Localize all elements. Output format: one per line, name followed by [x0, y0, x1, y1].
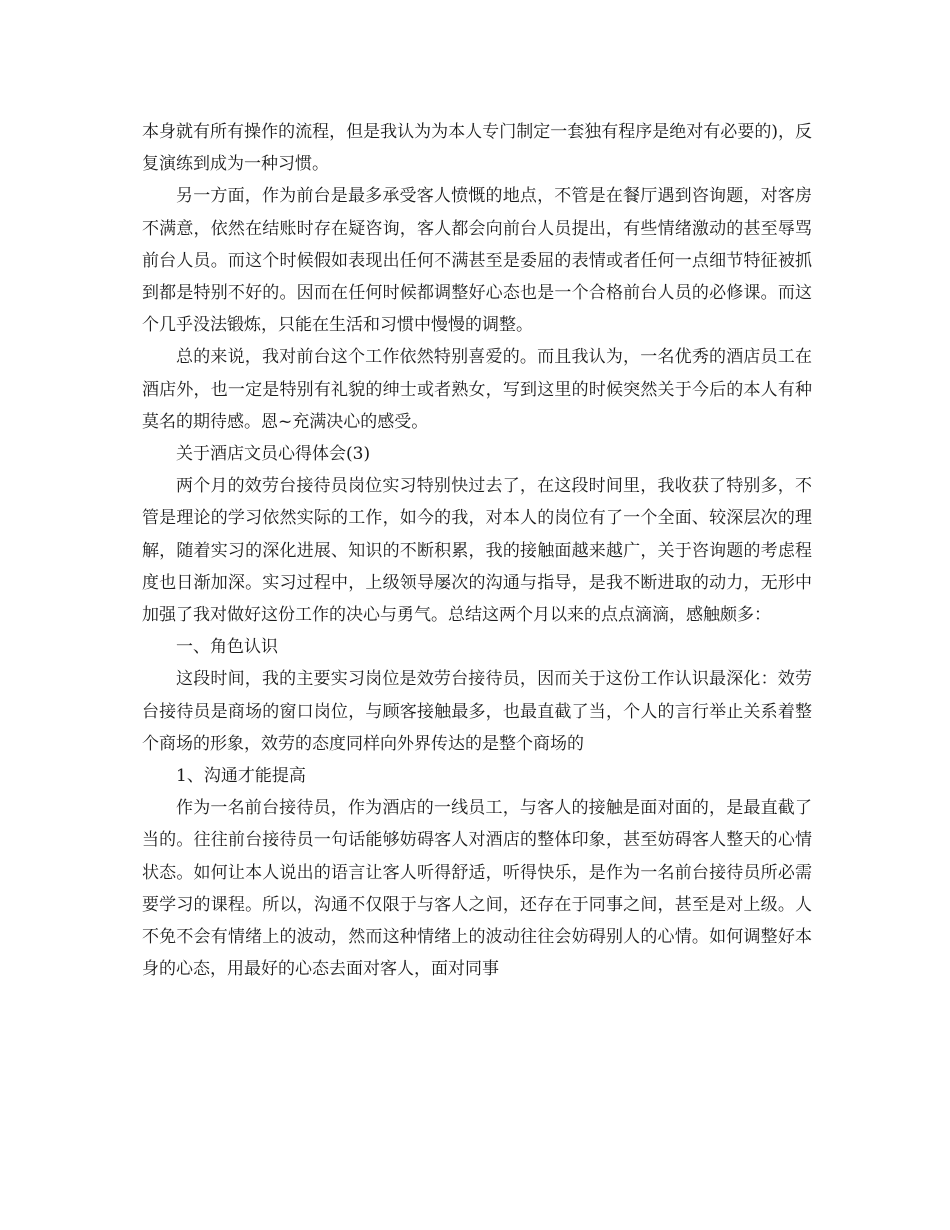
- document-body: [142, 116, 812, 985]
- paragraph-4: 两个月的效劳台接待员岗位实习特别快过去了，在这段时间里，我收获了特别多，不管是理论的学习依然实际的工作，如今的我，对本人的岗位有了一个全面、较深层次的理解，随着实习的深化进展、知识的不断积累，我的接触面越来越广，关于咨询题的考虑程度也日渐加深。实习过程中，上级领导屡次的沟通与指导，是我不断进取的动力，无形中加强了我对做好这份工作的决心与勇气。总结这两个月以来的点点滴滴，感触颇多：: [142, 476, 812, 626]
- section-heading-3: 关于酒店文员心得体会(3): [176, 444, 371, 465]
- paragraph-6: 作为一名前台接待员，作为酒店的一线员工，与客人的接触是面对面的，是最直截了当的。往往前台接待员一句话能够妨碍客人对酒店的整体印象，甚至妨碍客人整天的心情状态。如何让本人说出的语言让客人听得舒适，听得快乐，是作为一名前台接待员所必需要学习的课程。所以，沟通不仅限于与客人之间，还存在于同事之间，甚至是对上级。人不免不会有情绪上的波动，然而这种情绪上的波动往往会妨碍别人的心情。如何调整好本身的心态，用最好的心态去面对客人，面对同事: [142, 798, 812, 980]
- heading-role-recognition: 一、角色认识: [176, 637, 278, 658]
- heading-communication: 1、沟通才能提高: [176, 766, 306, 787]
- paragraph-3: 总的来说，我对前台这个工作依然特别喜爱的。而且我认为，一名优秀的酒店员工在酒店外，也一定是特别有礼貌的绅士或者熟女，写到这里的时候突然关于今后的本人有种莫名的期待感。恩~充满决心的感受。: [142, 347, 812, 432]
- paragraph-5: 这段时间，我的主要实习岗位是效劳台接待员，因而关于这份工作认识最深化：效劳台接待员是商场的窗口岗位，与顾客接触最多，也最直截了当，个人的言行举止关系着整个商场的形象，效劳的态度同样向外界传达的是整个商场的: [142, 669, 812, 754]
- paragraph-1: 本身就有所有操作的流程，但是我认为为本人专门制定一套独有程序是绝对有必要的)，反复演练到成为一种习惯。: [142, 122, 812, 175]
- paragraph-2: 另一方面，作为前台是最多承受客人愤慨的地点，不管是在餐厅遇到咨询题，对客房不满意，依然在结账时存在疑咨询，客人都会向前台人员提出，有些情绪激动的甚至辱骂前台人员。而这个时候假如表现出任何不满甚至是委屈的表情或者任何一点细节特征被抓到都是特别不好的。因而在任何时候都调整好心态也是一个合格前台人员的必修课。而这个几乎没法锻炼，只能在生活和习惯中慢慢的调整。: [142, 186, 812, 336]
